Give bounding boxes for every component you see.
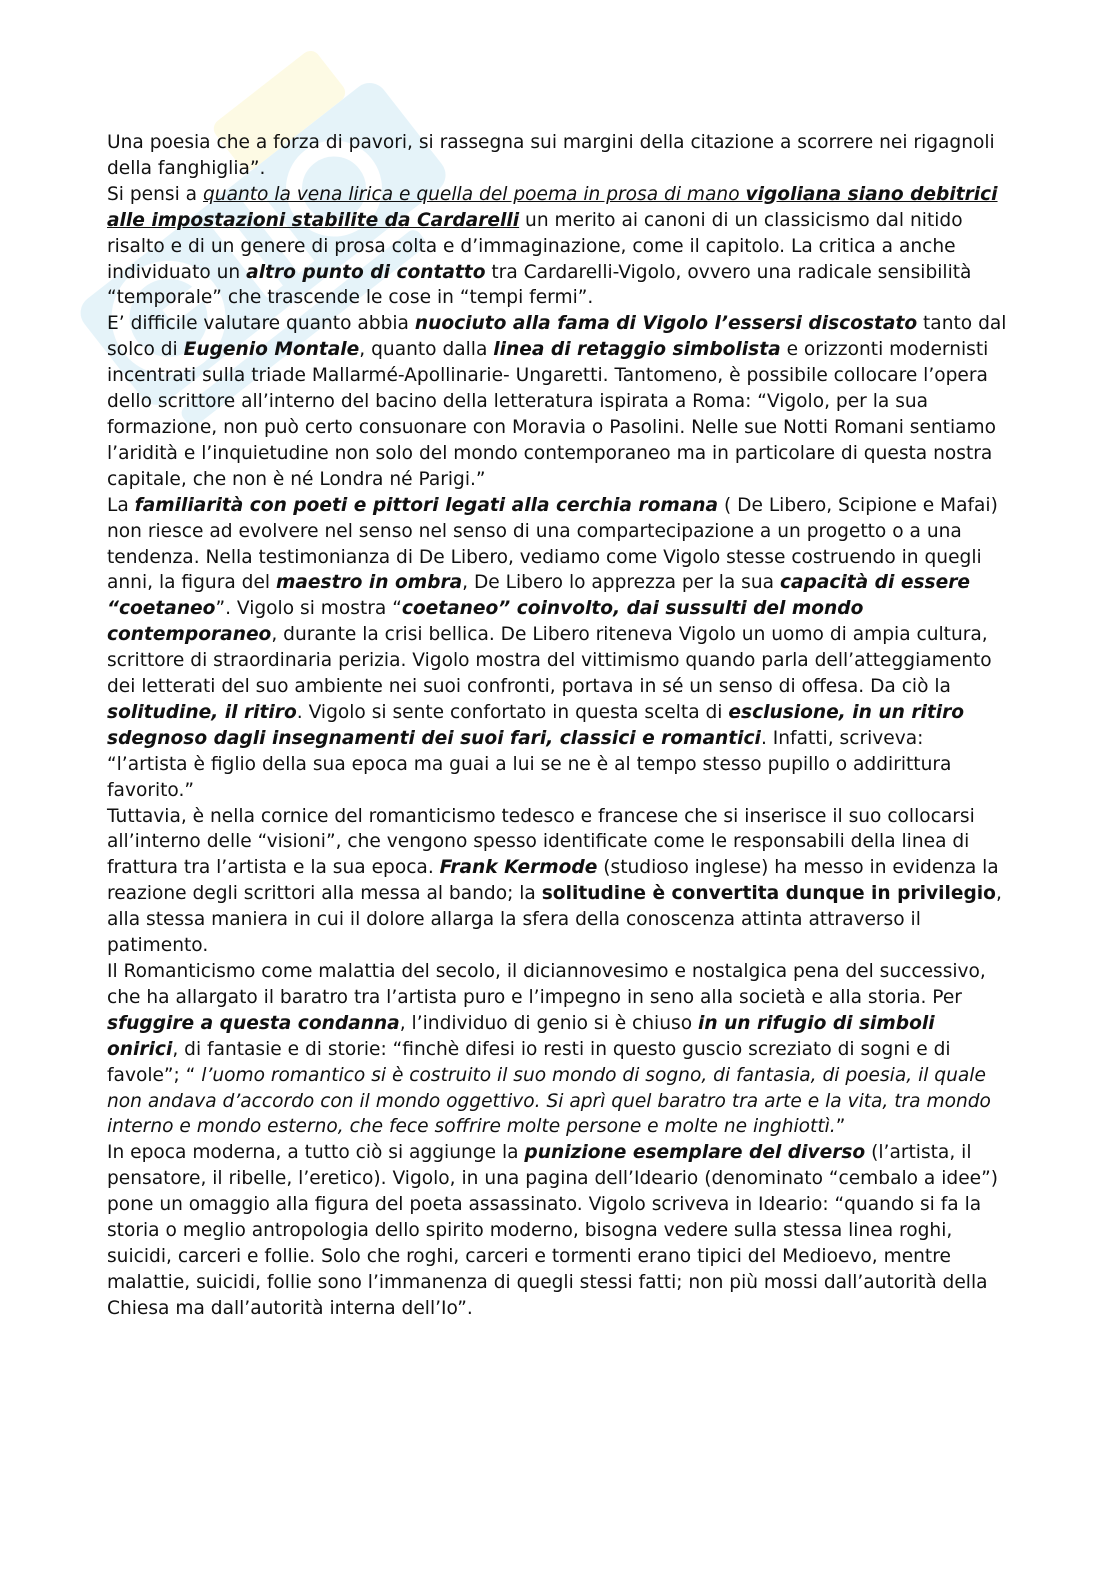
text-run: l’uomo romantico si è costruito il suo mondo di sogno, di fantasia, di poesia, il quale non andava d’accordo con il mondo oggettivo. Si aprì quel baratro tra arte e la vita, tra mondo interno e mondo esterno, che fece soffrire molte persone e molte ne inghiottì. xyxy=(107,1064,991,1138)
text-run: punizione esemplare del diverso xyxy=(524,1142,866,1164)
document-body xyxy=(107,130,1007,1322)
text-run: e orizzonti modernisti incentrati sulla triade Mallarmé-Apollinarie- Ungaretti. Tantomeno, è possibile collocare l’opera dello scrittore all’interno del bacino della letteratura ispirata a Roma: “Vigolo, per la sua formazione, non può certo consuonare con Moravia o Pasolini. Nelle sue Notti Romani sentiamo l’aridità e l’inquietudine non solo del mondo contemporaneo ma in particolare di questa nostra capitale, che non è né Londra né Parigi.” xyxy=(107,339,997,490)
paragraph xyxy=(107,182,1007,312)
text-run: ( De Libero, Scipione e Mafai) non riesce ad evolvere nel senso nel senso di una compartecipazione a un progetto o a una tendenza. Nella testimonianza di De Libero, vediamo come Vigolo stesse costruendo in quegli anni, la figura del xyxy=(107,494,998,594)
text-run: tra Cardarelli-Vigolo, ovvero una radicale sensibilità “temporale” che trascende le cose in “tempi fermi”. xyxy=(107,261,972,309)
paragraph xyxy=(107,311,1007,492)
paragraph xyxy=(107,493,1007,804)
text-run: Tuttavia, è nella cornice del romanticismo tedesco e francese che si inserisce il suo collocarsi all’interno delle “visioni”, che vengono spesso identificate come le responsabili della linea di frattura tra l’artista e la sua epoca. xyxy=(107,805,975,879)
paragraph xyxy=(107,959,1007,1140)
text-run: E’ difficile valutare quanto abbia xyxy=(107,313,415,335)
text-run: , alla stessa maniera in cui il dolore allarga la sfera della conoscenza attinta attraverso il patimento. xyxy=(107,883,1002,957)
text-run: solitudine è convertita dunque in privilegio xyxy=(541,883,996,905)
text-run: in un rifugio di simboli onirici xyxy=(107,1012,935,1060)
text-run: coetaneo” coinvolto, dai sussulti del mondo contemporaneo xyxy=(107,598,864,646)
text-run: Una poesia che a forza di pavori, si rassegna sui margini della citazione a scorrere nei rigagnoli della fanghiglia”. xyxy=(107,132,995,179)
text-run: maestro in ombra xyxy=(276,572,463,594)
text-run: quanto la vena lirica e quella del poema in prosa di mano xyxy=(202,183,746,205)
text-run: , di fantasie e di storie: “finchè difesi io resti in questo guscio screziato di sogni e di favole”; “ xyxy=(107,1038,951,1086)
text-run: sfuggire a questa condanna xyxy=(107,1012,400,1034)
text-run: tanto dal solco di xyxy=(107,313,1007,361)
text-run: linea di retaggio simbolista xyxy=(493,339,781,361)
text-run: solitudine, il ritiro xyxy=(107,701,297,723)
text-run: (l’artista, il pensatore, il ribelle, l’eretico). Vigolo, in una pagina dell’Ideario (denominato “cembalo a idee”) pone un omaggio alla figura del poeta assassinato. Vigolo scriveva in Ideario: “quando si fa la storia o meglio antropologia dello spirito moderno, bisogna vedere sulla stessa linea roghi, suicidi, carceri e follie. Solo che roghi, carceri e tormenti erano tipici del Medioevo, mentre malattie, suicidi, follie sono l’immanenza di quegli stessi fatti; non più mossi dall’autorità della Chiesa ma dall’autorità interna dell’Io”. xyxy=(107,1142,998,1319)
text-run: familiarità con poeti e pittori legati alla cerchia romana xyxy=(134,494,719,516)
text-run: (studioso inglese) ha messo in evidenza la reazione degli scrittori alla messa al bando; la xyxy=(107,857,999,905)
text-run: Il Romanticismo come malattia del secolo, il diciannovesimo e nostalgica pena del successivo, che ha allargato il baratro tra l’artista puro e l’impegno in seno alla società e alla storia. Per xyxy=(107,961,986,1008)
text-run: un merito ai canoni di un classicismo dal nitido risalto e di un genere di prosa colta e d’immaginazione, come il capitolo. La critica a anche individuato un xyxy=(107,209,963,283)
text-run: capacità di essere “coetaneo xyxy=(107,572,970,620)
text-run: vigoliana siano debitrici alle impostazioni stabilite da Cardarelli xyxy=(107,183,998,231)
text-run: altro punto di contatto xyxy=(246,261,486,283)
text-run: Eugenio Montale xyxy=(183,339,360,361)
text-run: La xyxy=(107,494,135,516)
text-run: ”. Vigolo si mostra “ xyxy=(215,598,402,620)
text-run: , durante la crisi bellica. De Libero riteneva Vigolo un uomo di ampia cultura, scrittore di straordinaria perizia. Vigolo mostra del vittimismo quando parla dell’atteggiamento dei letterati del suo ambiente nei suoi confronti, portava in sé un senso di offesa. Da ciò la xyxy=(107,624,992,698)
text-run: , De Libero lo apprezza per la sua xyxy=(462,572,780,594)
text-run: , quanto dalla xyxy=(359,339,494,361)
text-run: nuociuto alla fama di Vigolo l’essersi discostato xyxy=(414,313,918,335)
text-run: ” xyxy=(835,1116,846,1138)
paragraph xyxy=(107,804,1007,959)
text-run: Si pensi a xyxy=(107,183,203,205)
text-run: . Infatti, scriveva: “l’artista è figlio della sua epoca ma guai a lui se ne è al tempo stesso pupillo o addirittura favorito.” xyxy=(107,727,952,801)
text-run: In epoca moderna, a tutto ciò si aggiunge la xyxy=(107,1142,525,1164)
text-run: esclusione, in un ritiro sdegnoso dagli insegnamenti dei suoi fari, classici e romantici xyxy=(107,701,965,749)
paragraph xyxy=(107,1140,1007,1321)
text-run: Frank Kermode xyxy=(439,857,598,879)
paragraph xyxy=(107,130,1007,182)
text-run: . Vigolo si sente confortato in questa scelta di xyxy=(296,701,729,723)
text-run: , l’individuo di genio si è chiuso xyxy=(399,1012,698,1034)
